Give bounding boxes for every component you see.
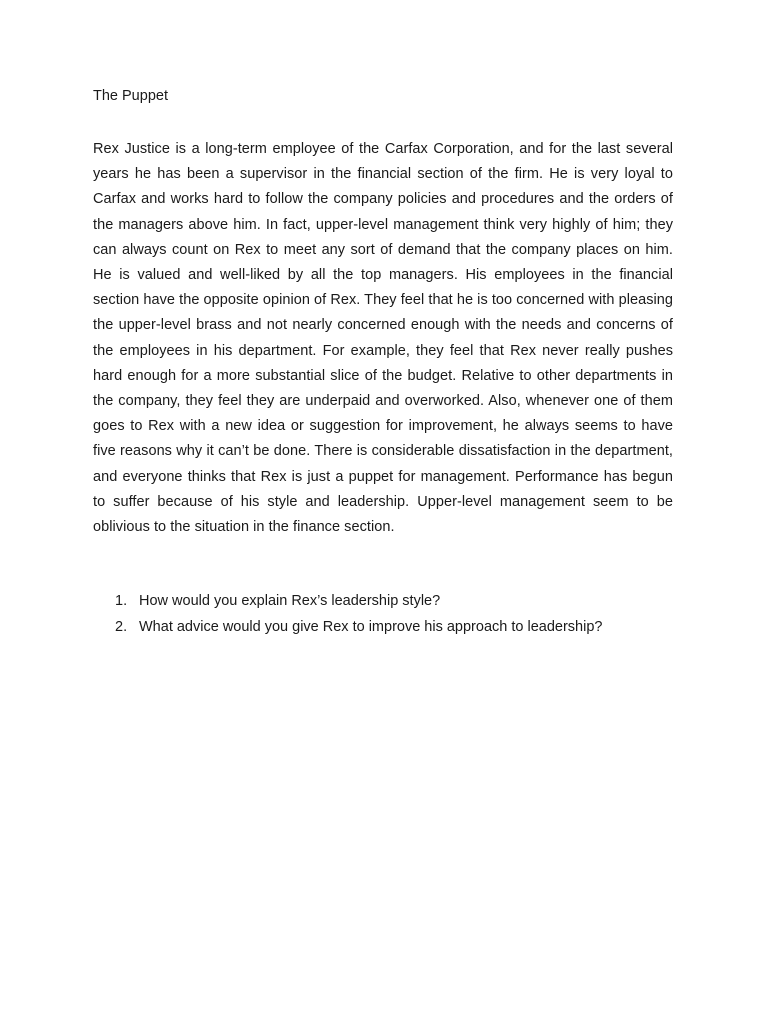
document-title: The Puppet <box>93 88 168 104</box>
question-number: 1. <box>115 593 128 609</box>
question-item <box>93 589 673 615</box>
question-item <box>93 615 673 641</box>
question-text: What advice would you give Rex to improve his approach to leadership? <box>139 618 603 635</box>
case-study-paragraph: Rex Justice is a long-term employee of the Carfax Corporation, and for the last several years he has been a supervisor in the financial section of the firm. He is very loyal to Carfax and works hard to follow the company policies and procedures and the orders of the managers above him. In fact, upper-level management think very highly of him; they can always count on Rex to meet any sort of demand that the company places on him. He is valued and well-liked by all the top managers. His employees in the financial section have the opposite opinion of Rex. They feel that he is too concerned with pleasing the upper-level brass and not nearly concerned enough with the needs and concerns of the employees in his department. For example, they feel that Rex never really pushes hard enough for a more substantial slice of the budget. Relative to other departments in the company, they feel they are underpaid and overworked. Also, whenever one of them goes to Rex with a new idea or suggestion for improvement, he always seems to have five reasons why it can’t be done. There is considerable dissatisfaction in the department, and everyone thinks that Rex is just a puppet for management. Performance has begun to suffer because of his style and leadership. Upper-level management seem to be oblivious to the situation in the finance section. <box>93 141 673 536</box>
question-number: 2. <box>115 618 128 635</box>
question-list <box>93 589 673 640</box>
question-text: How would you explain Rex’s leadership style? <box>139 593 441 609</box>
